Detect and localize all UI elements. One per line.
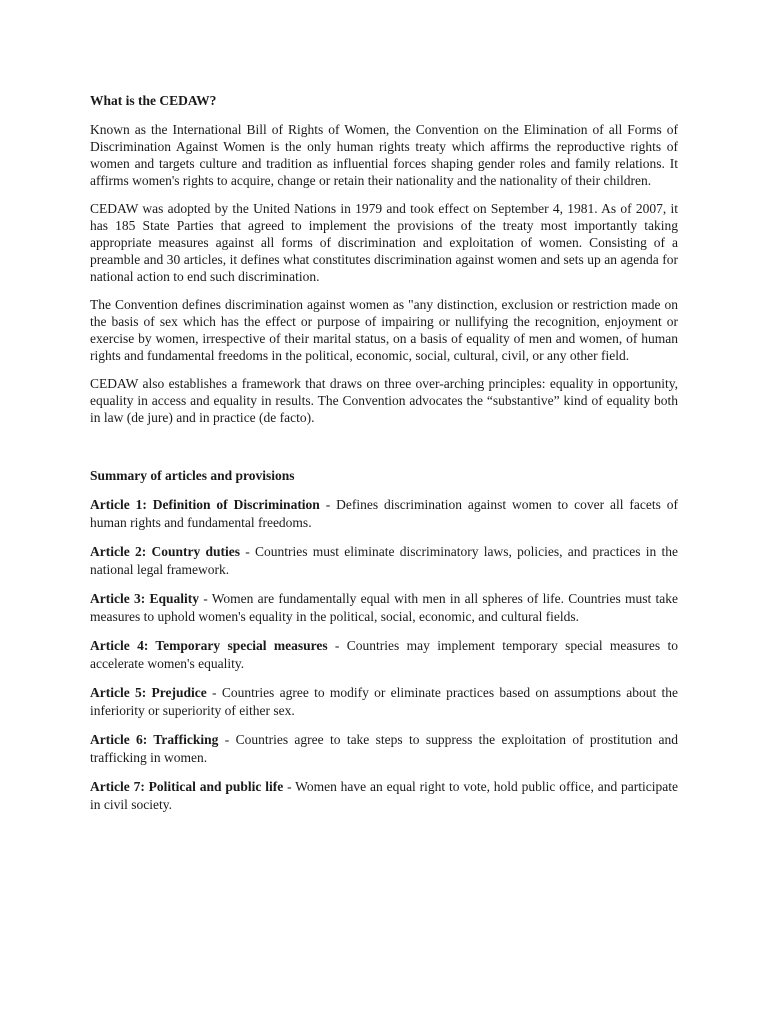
article-title: Article 4: Temporary special measures bbox=[90, 638, 328, 653]
intro-paragraph: Known as the International Bill of Rights of Women, the Convention on the Elimination of all Forms of Discrimination Against Women is the only human rights treaty which affirms the reproductive rights of women and targets culture and tradition as influential forces shaping gender roles and family relations. It affirms women's rights to acquire, change or retain their nationality and the nationality of their children. bbox=[90, 122, 678, 188]
article-item bbox=[90, 684, 678, 719]
article-title: Article 1: Definition of Discrimination bbox=[90, 497, 320, 512]
article-text: - Countries must eliminate discriminatory laws, policies, and practices in the national legal framework. bbox=[90, 544, 679, 577]
article-title: Article 2: Country duties bbox=[90, 544, 241, 559]
article-text: - Women are fundamentally equal with men in all spheres of life. Countries must take measures to uphold women's equality in the political, social, economic, and cultural fields. bbox=[90, 591, 678, 624]
article-item bbox=[90, 590, 678, 625]
article-item bbox=[90, 543, 678, 578]
article-text: - Countries agree to modify or eliminate practices based on assumptions about the inferiority or superiority of either sex. bbox=[90, 685, 679, 718]
section-spacer bbox=[90, 437, 678, 467]
section-heading-cedaw: What is the CEDAW? bbox=[90, 93, 217, 108]
article-title: Article 3: Equality bbox=[90, 591, 199, 606]
article-item bbox=[90, 731, 678, 766]
document-body bbox=[90, 92, 678, 825]
intro-paragraph: CEDAW was adopted by the United Nations in 1979 and took effect on September 4, 1981. As of 2007, it has 185 State Parties that agreed to implement the provisions of the treaty most importantly taking appropriate measures against all forms of discrimination and exploitation of women. Consisting of a preamble and 30 articles, it defines what constitutes discrimination against women and sets up an agenda for national action to end such discrimination. bbox=[90, 201, 678, 284]
article-item bbox=[90, 778, 678, 813]
article-text: - Countries agree to take steps to suppress the exploitation of prostitution and trafficking in women. bbox=[90, 732, 678, 765]
article-item bbox=[90, 496, 678, 531]
article-text: - Defines discrimination against women to cover all facets of human rights and fundamental freedoms. bbox=[90, 497, 678, 530]
intro-paragraph: The Convention defines discrimination against women as "any distinction, exclusion or restriction made on the basis of sex which has the effect or purpose of impairing or nullifying the recognition, enjoyment or exercise by women, irrespective of their marital status, on a basis of equality of men and women, of human rights and fundamental freedoms in the political, economic, social, cultural, civil, or any other field. bbox=[90, 297, 678, 363]
article-title: Article 5: Prejudice bbox=[90, 685, 207, 700]
article-text: - Women have an equal right to vote, hold public office, and participate in civil society. bbox=[90, 779, 679, 812]
article-item bbox=[90, 637, 678, 672]
section-heading-summary: Summary of articles and provisions bbox=[90, 468, 295, 483]
article-text: - Countries may implement temporary special measures to accelerate women's equality. bbox=[90, 638, 678, 671]
intro-paragraph: CEDAW also establishes a framework that draws on three over-arching principles: equality in opportunity, equality in access and equality in results. The Convention advocates the “substantive” kind of equality both in law (de jure) and in practice (de facto). bbox=[90, 376, 678, 425]
article-title: Article 7: Political and public life bbox=[90, 779, 284, 794]
article-title: Article 6: Trafficking bbox=[90, 732, 219, 747]
